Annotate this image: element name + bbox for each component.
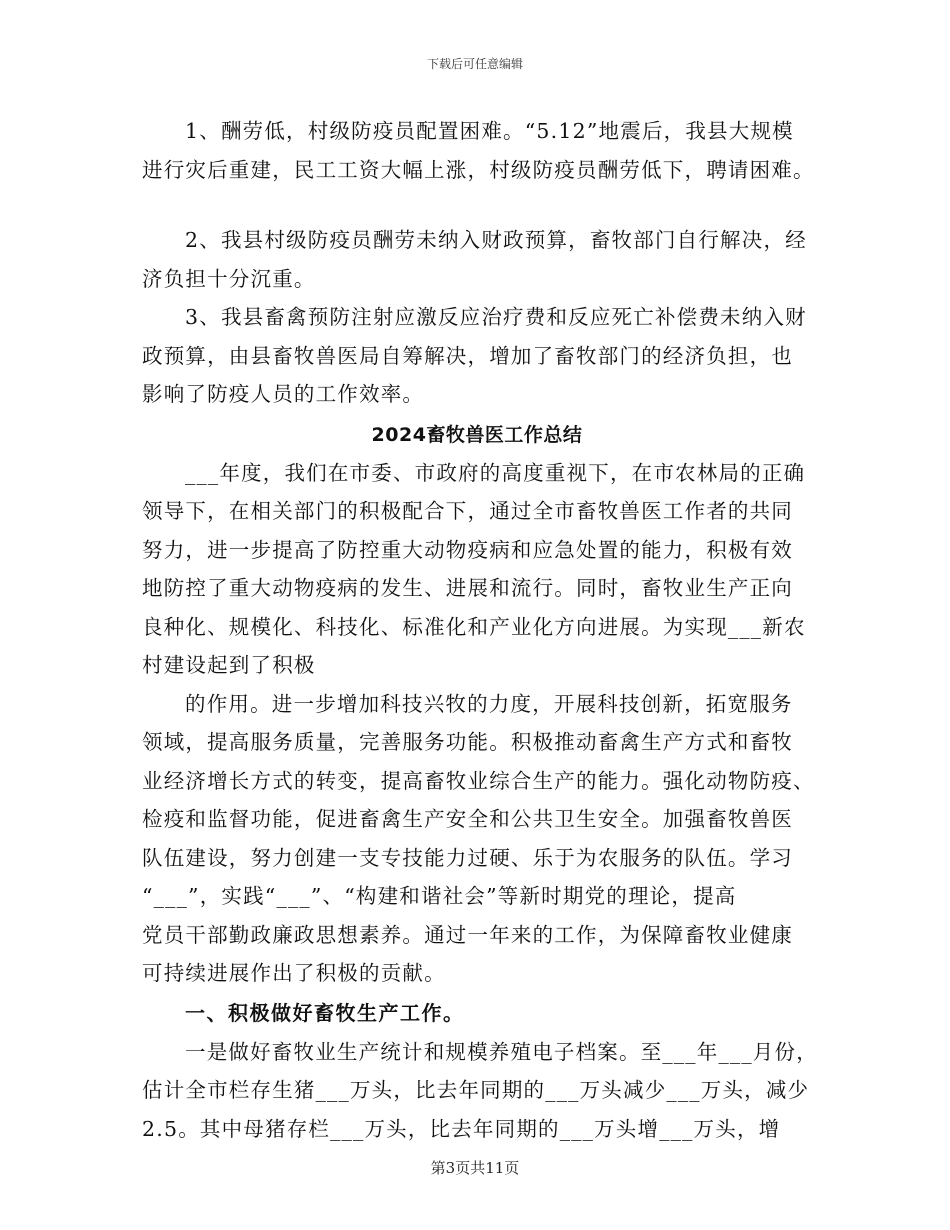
paragraph-1 [142,112,815,189]
document-body [142,112,818,1148]
section-heading: 一、积极做好畜牧生产工作。 [185,1000,465,1025]
paragraph-line: 政预算，由县畜牧兽医局自筹解决，增加了畜牧部门的经济负担，也 [142,343,793,368]
paragraph-line: 可持续进展作出了积极的贡献。 [142,961,446,985]
paragraph-line: 进行灾后重建，民工工资大幅上涨，村级防疫员酬劳低下，聘请困难。 [142,157,815,182]
paragraph-line: 估计全市栏存生猪___万头，比去年同期的___万头减少___万头，减少 [142,1078,810,1102]
paragraph-6 [142,1033,818,1149]
paragraph-line: 领域，提高服务质量，完善服务功能。积极推动畜禽生产方式和畜牧 [142,730,793,754]
paragraph-line: 领导下，在相关部门的积极配合下，通过全市畜牧兽医工作者的共同 [142,499,793,523]
paragraph-5 [142,685,815,993]
page-header: 下载后可任意编辑 [426,57,523,71]
page-footer: 第3页共11页 [430,1159,520,1177]
paragraph-line: 努力，进一步提高了防控重大动物疫病和应急处置的能力，积极有效 [142,537,793,562]
paragraph-line: “___”，实践“___”、“构建和谐社会”等新时期党的理论，提高 [142,884,737,908]
paragraph-line: 良种化、规模化、科技化、标准化和产业化方向进展。为实现___新农 [142,614,806,639]
paragraph-line: ___年度，我们在市委、市政府的高度重视下，在市农林局的正确 [185,460,806,485]
paragraph-line: 村建设起到了积极 [142,653,316,677]
paragraph-3 [142,298,812,414]
paragraph-line: 济负担十分沉重。 [142,266,316,291]
paragraph-line: 3、我县畜禽预防注射应激反应治疗费和反应死亡补偿费未纳入财 [185,305,807,329]
paragraph-line: 2.5。其中母猪存栏___万头，比去年同期的___万头增___万头，增 [142,1116,781,1141]
paragraph-line: 2、我县村级防疫员酬劳未纳入财政预算，畜牧部门自行解决，经 [185,228,807,252]
paragraph-line: 地防控了重大动物疫病的发生、进展和流行。同时，畜牧业生产正向 [142,576,793,600]
paragraph-line: 党员干部勤政廉政思想素养。通过一年来的工作，为保障畜牧业健康 [142,922,793,947]
paragraph-line: 影响了防疫人员的工作效率。 [142,382,425,406]
paragraph-line: 1、酬劳低，村级防疫员配置困难。“5.12”地震后，我县大规模 [185,119,794,143]
paragraph-line: 的作用。进一步增加科技兴牧的力度，开展科技创新，拓宽服务 [185,691,793,716]
paragraph-line: 检疫和监督功能，促进畜禽生产安全和公共卫生安全。加强畜牧兽医 [142,807,793,831]
document-title: 2024畜牧兽医工作总结 [371,423,583,446]
paragraph-4 [142,454,812,685]
paragraph-line: 队伍建设，努力创建一支专技能力过硬、乐于为农服务的队伍。学习 [142,845,793,870]
paragraph-line: 业经济增长方式的转变，提高畜牧业综合生产的能力。强化动物防疫、 [142,768,815,793]
paragraph-2 [142,221,812,298]
paragraph-line: 一是做好畜牧业生产统计和规模养殖电子档案。至___年___月份， [185,1039,818,1064]
